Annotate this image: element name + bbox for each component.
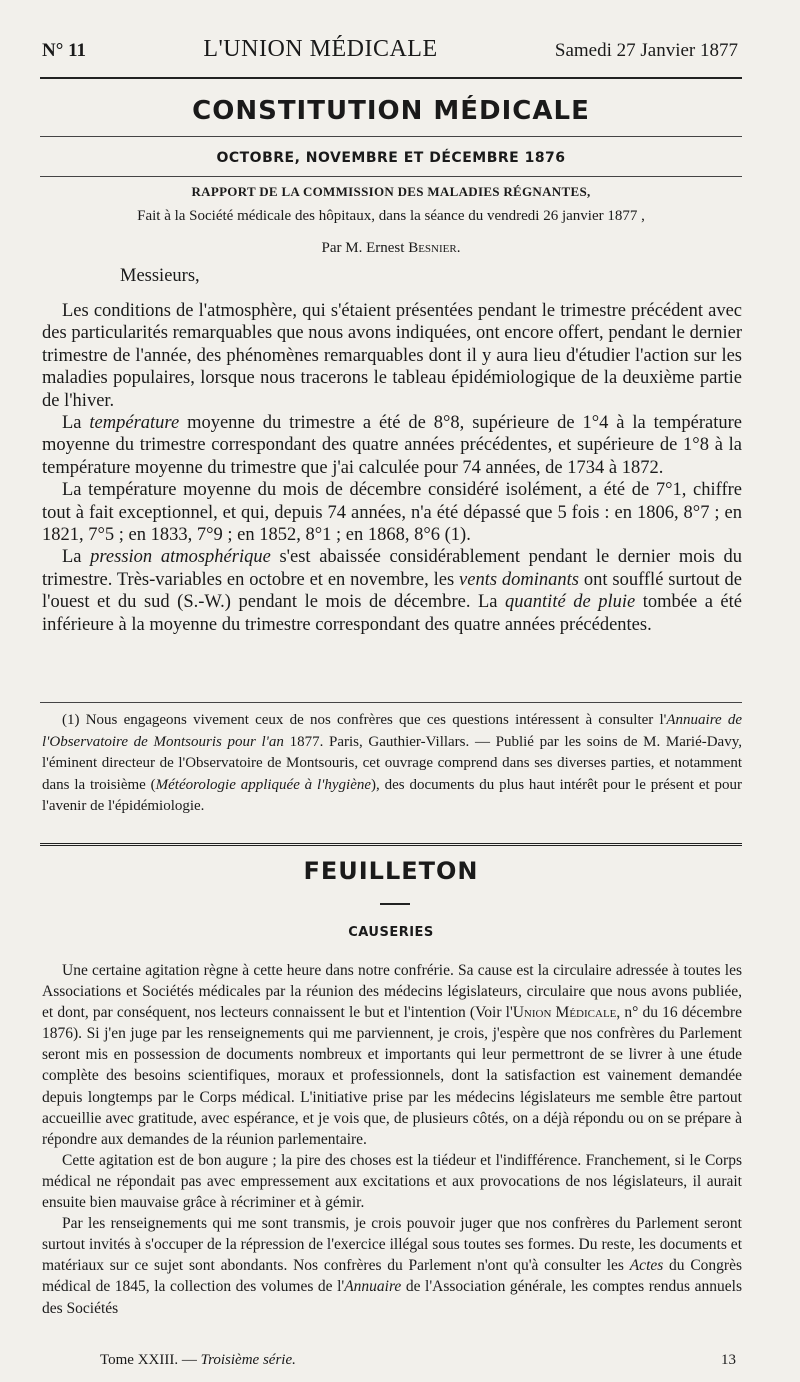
- text-run: La: [62, 547, 91, 568]
- feuilleton-paragraph-1: [42, 960, 742, 1150]
- article-body: [42, 300, 742, 636]
- paragraph-2: [42, 412, 742, 479]
- feuilleton-subtitle: CAUSERIES: [348, 925, 434, 940]
- emphasis: Annuaire de l'Observatoire de Montsouris pour l'an: [42, 712, 742, 750]
- feuilleton-paragraph-3: [42, 1213, 742, 1318]
- volume-number: Tome XXIII. —: [100, 1352, 201, 1368]
- text-run: ), des documents du plus haut intérêt pour le présent et pour l'avenir de l'épidémiologie.: [42, 776, 743, 814]
- paragraph-3: La température moyenne du mois de décembre considéré isolément, a été de 7°1, chiffre tout à fait exceptionnel, et qui, depuis 74 années, n'a été dépassé que 5 fois : en 1806, 8°7 ; en 1821, 7°5 ; en 1833, 7°9 ; en 1852, 8°1 ; en 1868, 8°6 (1).: [42, 480, 742, 546]
- feuilleton-separator: [40, 843, 742, 849]
- author-name: Besnier.: [408, 240, 461, 256]
- text-run: tombée a été inférieure à la moyenne du trimestre correspondant des quatre années précédentes.: [42, 592, 742, 635]
- text-run: du Congrès médical de 1845, la collection des volumes de l': [42, 1257, 742, 1296]
- text-run: Une certaine agitation règne à cette heure dans notre confrérie. Sa cause est la circulaire adressée à toutes les Associations et Sociétés médicales par la réunion des médecins législateurs, circulaire que nous avons publiée, et dont, par conséquent, nos lecteurs connaissent le but et l'intention (Voir l': [42, 962, 742, 1022]
- paragraph-4: [42, 546, 742, 636]
- feuilleton-title-rule: [380, 903, 410, 905]
- feuilleton-body: [42, 960, 742, 1319]
- emphasis: vents dominants: [459, 569, 579, 590]
- text-run: , n° du 16 décembre 1876). Si j'en juge par les renseignements qui me parviennent, je crois, j'espère que nos confrères du Parlement seront mis en possession de documents nombreux et importants qui leur permettront de se livrer à une étude complète des besoins scientifiques, moraux et professionnels, dont la satisfaction est vainement demandée depuis longtemps par le Corps médical. L'initiative prise par les médecins législateurs me semble être partout accueillie avec gratitude, avec espérance, et je vois que, de plusieurs côtés, on a déjà répondu ou on se prépare à répondre aux demandes de la réunion parlementaire.: [42, 1004, 742, 1148]
- page-header: [42, 36, 738, 70]
- header-rule: [40, 77, 742, 79]
- text-run: (1) Nous engageons vivement ceux de nos confrères que ces questions intéressent à consulter l': [62, 712, 667, 728]
- page-number: 13: [721, 1352, 736, 1368]
- section-title: CONSTITUTION MÉDICALE: [192, 96, 590, 126]
- feuilleton-paragraph-2: Cette agitation est de bon augure ; la pire des choses est la tiédeur et l'indifférence. Franchement, si le Corps médical ne répondait pas avec empressement aux excitations et aux provocations de nos législateurs, il aurait ensuite bien mauvaise grâce à récriminer et à gémir.: [42, 1151, 742, 1212]
- author-prefix: Par M. Ernest: [321, 240, 409, 256]
- report-context: Fait à la Société médicale des hôpitaux, dans la séance du vendredi 26 janvier 1877 ,: [137, 208, 645, 224]
- text-run: moyenne du trimestre a été de 8°8, supérieure de 1°4 à la température moyenne du trimestre correspondant des quatre années précédentes, et supérieure de 1°8 à la température moyenne du trimestre que j'ai calculée pour 74 années, de 1734 à 1872.: [42, 413, 743, 478]
- text-run: La: [62, 413, 90, 434]
- footnote-rule: [40, 702, 742, 703]
- journal-name: Union Médicale: [512, 1004, 617, 1022]
- text-run: Par les renseignements qui me sont transmis, je crois pouvoir juger que nos confrères du Parlement seront surtout invités à s'occuper de la répression de l'exercice illégal sous toutes ses formes. Du reste, les documents et matériaux sur ce sujet sont abondants. Nos confrères du Parlement n'ont qu'à consulter les: [42, 1215, 742, 1275]
- emphasis: Météorologie appliquée à l'hygiène: [155, 776, 372, 793]
- text-run: de l'Association générale, les comptes rendus annuels des Sociétés: [42, 1278, 742, 1317]
- paragraph-1: Les conditions de l'atmosphère, qui s'étaient présentées pendant le trimestre précédent avec des particularités remarquables que nous avons indiquées, ont encore offert, pendant le dernier trimestre de l'année, des phénomènes remarquables dont il y aura lieu d'étudier l'action sur les maladies populaires, lorsque nous tracerons le tableau épidémiologique de la deuxième partie de l'hiver.: [42, 301, 742, 411]
- series-label: Troisième série.: [200, 1352, 296, 1368]
- emphasis: Annuaire: [344, 1278, 402, 1296]
- text-run: 1877. Paris, Gauthier-Villars. — Publié par les soins de M. Marié-Davy, l'éminent directeur de l'Observatoire de Montsouris, cet ouvrage comprend dans ses diverses parties, et notamment dans la troisième (: [42, 733, 742, 793]
- issue-date: Samedi 27 Janvier 1877: [554, 40, 738, 61]
- report-author: [40, 240, 742, 257]
- footnote: [42, 710, 742, 818]
- volume-info: [100, 1352, 296, 1369]
- newspaper-title: L'UNION MÉDICALE: [203, 36, 438, 62]
- report-title: RAPPORT DE LA COMMISSION DES MALADIES RÉGNANTES,: [191, 184, 591, 199]
- emphasis: Actes: [629, 1257, 664, 1275]
- emphasis: pression atmosphérique: [90, 547, 271, 568]
- text-run: ont soufflé surtout de l'ouest et du sud (S.-W.) pendant le mois de décembre. La: [42, 569, 742, 613]
- section-title-rule: [40, 136, 742, 137]
- issue-number: N° 11: [42, 40, 87, 61]
- salutation: Messieurs,: [120, 266, 200, 286]
- text-run: s'est abaissée considérablement pendant le dernier mois du trimestre. Très-variables en octobre et en novembre, les: [42, 547, 743, 590]
- feuilleton-title: FEUILLETON: [303, 857, 479, 885]
- emphasis: température: [89, 413, 180, 434]
- emphasis: quantité de pluie: [505, 592, 636, 613]
- section-subtitle: OCTOBRE, NOVEMBRE ET DÉCEMBRE 1876: [216, 150, 566, 166]
- page-footer: [42, 1352, 742, 1369]
- footnote-text: [42, 710, 742, 818]
- subtitle-rule: [40, 176, 742, 177]
